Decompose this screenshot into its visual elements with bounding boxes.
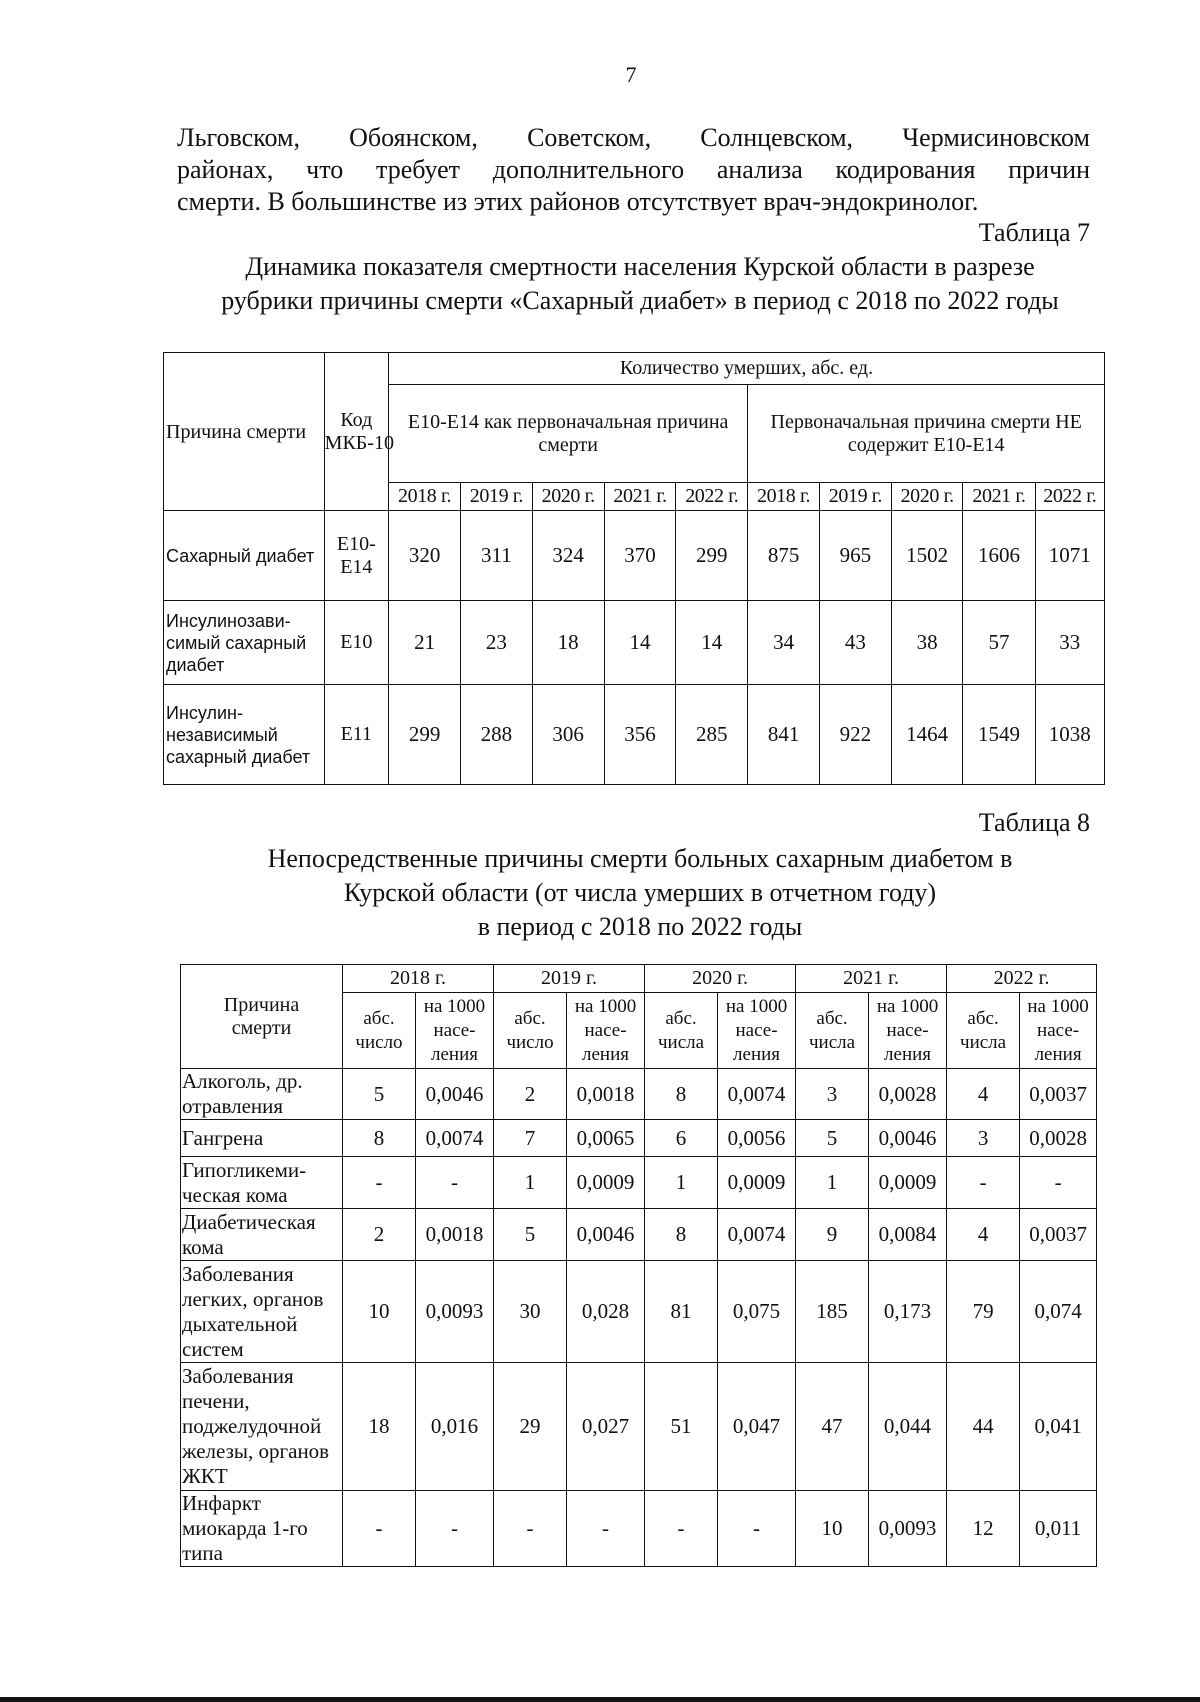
table7 [163,352,1105,785]
table8 [180,964,1097,1567]
header-group2: Первоначальная причина смерти НЕ содержит Е10-Е14 [748,385,1105,483]
value-cell: 0,0046 [869,1120,947,1157]
year-header: 2022 г. [947,965,1097,993]
value-cell: 0,011 [1020,1491,1097,1567]
value-cell: 38 [892,601,963,685]
value-cell: - [567,1491,645,1567]
value-cell: 79 [947,1261,1020,1363]
year-header: 2018 г. [343,965,494,993]
table8-label: Таблица 8 [978,808,1090,837]
abs-header: абс. число [343,993,416,1069]
value-cell: 0,0009 [567,1157,645,1209]
value-cell: 5 [796,1120,869,1157]
value-cell: - [416,1491,494,1567]
value-cell: 0,074 [1020,1261,1097,1363]
value-cell: - [718,1491,796,1567]
value-cell: 44 [947,1363,1020,1491]
value-cell: 356 [604,685,675,785]
year-header: 2021 г. [796,965,947,993]
value-cell: 8 [645,1209,718,1261]
value-cell: 9 [796,1209,869,1261]
abs-header: абс. числа [796,993,869,1069]
value-cell: 0,047 [718,1363,796,1491]
value-cell: 57 [963,601,1035,685]
value-cell: 841 [748,685,819,785]
value-cell: 0,0037 [1020,1209,1097,1261]
cause-cell: Алкоголь, др. отравления [181,1069,343,1120]
value-cell: 922 [819,685,891,785]
value-cell: 4 [947,1209,1020,1261]
value-cell: 18 [532,601,604,685]
per1000-header: на 1000 насе-ления [416,993,494,1069]
value-cell: 10 [343,1261,416,1363]
value-cell: 3 [947,1120,1020,1157]
value-cell: 0,0009 [869,1157,947,1209]
value-cell: 0,0074 [718,1209,796,1261]
per1000-header: на 1000 насе-ления [567,993,645,1069]
cause-cell: Инсулинозави-симый сахарный диабет [164,601,325,685]
value-cell: 14 [604,601,675,685]
table7-title-line: Динамика показателя смертности населения Курской области в разрезе [245,252,1035,281]
table7-title [160,250,1120,318]
value-cell: 285 [676,685,748,785]
value-cell: 2 [343,1209,416,1261]
value-cell: 1 [494,1157,567,1209]
table8-title-line: Курской области (от числа умерших в отчетном году) [343,878,937,907]
value-cell: 0,0074 [718,1069,796,1120]
value-cell: 8 [343,1120,416,1157]
value-cell: 185 [796,1261,869,1363]
value-cell: 4 [947,1069,1020,1120]
value-cell: 1549 [963,685,1035,785]
header-group1: Е10-Е14 как первоначальная причина смерти [388,385,747,483]
value-cell: 0,0028 [869,1069,947,1120]
value-cell: - [343,1157,416,1209]
header-cause: Причина смерти [164,353,325,511]
abs-header: абс. число [494,993,567,1069]
value-cell: 965 [819,511,891,601]
value-cell: 0,173 [869,1261,947,1363]
value-cell: 299 [676,511,748,601]
paragraph-line: Льговском, Обоянском, Советском, Солнцевском, Чермисиновском [177,123,1090,152]
value-cell: 12 [947,1491,1020,1567]
paragraph-line: районах, что требует дополнительного анализа кодирования причин [177,155,1090,184]
value-cell: 0,0065 [567,1120,645,1157]
cause-cell: Сахарный диабет [164,511,325,601]
year-header: 2020 г. [892,483,963,511]
table7-title-line: рубрики причины смерти «Сахарный диабет» в период с 2018 по 2022 годы [221,286,1059,315]
value-cell: 0,0056 [718,1120,796,1157]
header-deaths: Количество умерших, абс. ед. [388,353,1104,385]
table8-row [181,1120,1097,1157]
table7-row [164,601,1105,685]
cause-cell: Заболевания печени, поджелудочной железы, органов ЖКТ [181,1363,343,1491]
value-cell: 0,075 [718,1261,796,1363]
value-cell: - [1020,1157,1097,1209]
value-cell: 14 [676,601,748,685]
table7-label: Таблица 7 [978,218,1090,247]
per1000-header: на 1000 насе-ления [718,993,796,1069]
value-cell: 311 [461,511,532,601]
value-cell: 51 [645,1363,718,1491]
value-cell: 320 [388,511,460,601]
value-cell: 0,0028 [1020,1120,1097,1157]
year-header: 2021 г. [604,483,675,511]
value-cell: 1 [796,1157,869,1209]
table7-row [164,685,1105,785]
value-cell: 5 [494,1209,567,1261]
value-cell: - [343,1491,416,1567]
code-cell: Е10-Е14 [324,511,388,601]
value-cell: 299 [388,685,460,785]
value-cell: 0,0074 [416,1120,494,1157]
value-cell: 0,016 [416,1363,494,1491]
value-cell: 8 [645,1069,718,1120]
value-cell: 6 [645,1120,718,1157]
table8-row [181,1209,1097,1261]
cause-cell: Гангрена [181,1120,343,1157]
year-header: 2018 г. [748,483,819,511]
value-cell: 1038 [1035,685,1104,785]
year-header: 2022 г. [1035,483,1104,511]
value-cell: 0,0009 [718,1157,796,1209]
value-cell: 81 [645,1261,718,1363]
per1000-header: на 1000 насе-ления [1020,993,1097,1069]
header-cause: Причина смерти [181,965,343,1069]
value-cell: 43 [819,601,891,685]
table8-row [181,1491,1097,1567]
value-cell: 306 [532,685,604,785]
value-cell: - [645,1491,718,1567]
table8-row [181,1261,1097,1363]
year-header: 2019 г. [494,965,645,993]
value-cell: 0,0093 [869,1491,947,1567]
year-header: 2020 г. [645,965,796,993]
value-cell: 1464 [892,685,963,785]
code-cell: Е10 [324,601,388,685]
value-cell: - [416,1157,494,1209]
value-cell: 0,041 [1020,1363,1097,1491]
value-cell: 1071 [1035,511,1104,601]
value-cell: 34 [748,601,819,685]
cause-cell: Заболевания легких, органов дыхательной систем [181,1261,343,1363]
value-cell: 29 [494,1363,567,1491]
value-cell: 0,0084 [869,1209,947,1261]
value-cell: 0,027 [567,1363,645,1491]
table8-title-line: Непосредственные причины смерти больных сахарным диабетом в [267,844,1013,873]
value-cell: 288 [461,685,532,785]
table8-title [160,842,1120,944]
value-cell: - [947,1157,1020,1209]
table8-title-line: в период с 2018 по 2022 годы [477,912,803,941]
value-cell: 2 [494,1069,567,1120]
value-cell: 0,0093 [416,1261,494,1363]
year-header: 2019 г. [461,483,532,511]
value-cell: 370 [604,511,675,601]
value-cell: 0,0018 [416,1209,494,1261]
table8-row [181,1069,1097,1120]
per1000-header: на 1000 насе-ления [869,993,947,1069]
table8-row [181,1363,1097,1491]
value-cell: 5 [343,1069,416,1120]
value-cell: 0,0018 [567,1069,645,1120]
value-cell: 0,044 [869,1363,947,1491]
value-cell: 23 [461,601,532,685]
value-cell: 324 [532,511,604,601]
value-cell: 47 [796,1363,869,1491]
value-cell: 1502 [892,511,963,601]
value-cell: 875 [748,511,819,601]
value-cell: 18 [343,1363,416,1491]
year-header: 2020 г. [532,483,604,511]
table8-row [181,1157,1097,1209]
code-cell: Е11 [324,685,388,785]
value-cell: 1606 [963,511,1035,601]
value-cell: 7 [494,1120,567,1157]
value-cell: 21 [388,601,460,685]
value-cell: 0,0046 [416,1069,494,1120]
paragraph-line: смерти. В большинстве из этих районов отсутствует врач-эндокринолог. [177,187,979,216]
intro-paragraph [177,122,1090,218]
year-header: 2019 г. [819,483,891,511]
value-cell: 30 [494,1261,567,1363]
year-header: 2018 г. [388,483,460,511]
cause-cell: Гипогликеми-ческая кома [181,1157,343,1209]
value-cell: 1 [645,1157,718,1209]
page-bottom-border [0,1697,1200,1702]
cause-cell: Диабетическая кома [181,1209,343,1261]
table7-row [164,511,1105,601]
abs-header: абс. числа [645,993,718,1069]
value-cell: - [494,1491,567,1567]
cause-cell: Инфаркт миокарда 1-го типа [181,1491,343,1567]
header-code: Код МКБ-10 [324,353,388,511]
page-number: 7 [625,62,637,87]
year-header: 2021 г. [963,483,1035,511]
value-cell: 33 [1035,601,1104,685]
value-cell: 0,028 [567,1261,645,1363]
value-cell: 10 [796,1491,869,1567]
abs-header: абс. числа [947,993,1020,1069]
value-cell: 0,0037 [1020,1069,1097,1120]
value-cell: 3 [796,1069,869,1120]
value-cell: 0,0046 [567,1209,645,1261]
year-header: 2022 г. [676,483,748,511]
cause-cell: Инсулин-независимый сахарный диабет [164,685,325,785]
